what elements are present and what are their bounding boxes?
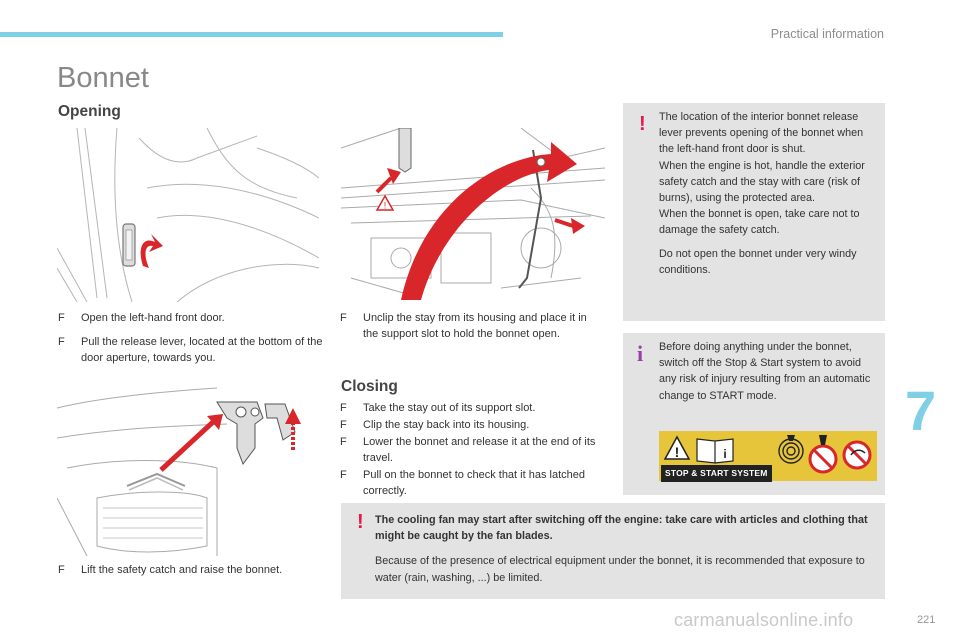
svg-text:i: i <box>723 447 727 461</box>
closing-heading: Closing <box>341 378 398 395</box>
info-box-stop-start <box>623 333 885 495</box>
svg-text:!: ! <box>674 444 680 460</box>
list-item: F Open the left-hand front door. <box>58 311 323 327</box>
header-accent-bar <box>0 32 503 37</box>
exclamation-icon: ! <box>357 511 364 533</box>
warning-box-interior-release <box>623 103 885 321</box>
opening-steps-right <box>340 311 600 351</box>
bullet-marker: F <box>58 335 65 348</box>
chapter-number: 7 <box>905 379 937 442</box>
list-item: F Take the stay out of its support slot. <box>340 401 602 417</box>
warning-text: Because of the presence of electrical equipment under the bonnet, it is recommended that exposure to water (rain, washing, ...) be limited. <box>375 555 865 584</box>
list-item: F Lower the bonnet and release it at the end of its travel. <box>340 435 596 464</box>
section-title: Practical information <box>770 27 884 41</box>
warning-box-cooling-fan <box>341 503 885 599</box>
warning-bold-text: The cooling fan may start after switching off the engine: take care with articles and clothing that might be caught by the fan blades. <box>375 514 868 543</box>
warning-paragraph: When the bonnet is open, take care not to damage the safety catch. <box>659 208 860 237</box>
list-item: F Pull the release lever, located at the bottom of the door aperture, towards you. <box>58 335 323 364</box>
bullet-marker: F <box>340 468 347 481</box>
page-title: Bonnet <box>57 62 149 94</box>
stop-start-label: STOP & START SYSTEM <box>661 465 772 482</box>
warning-paragraph: Do not open the bonnet under very windy conditions. <box>659 247 857 276</box>
bullet-marker: F <box>340 402 347 414</box>
list-item: F Clip the stay back into its housing. <box>340 418 602 434</box>
list-item: F Unclip the stay from its housing and place it in the support slot to hold the bonnet open. <box>340 312 587 340</box>
bullet-marker: F <box>340 312 347 324</box>
list-item: F Lift the safety catch and raise the bonnet. <box>58 563 323 579</box>
opening-step-bottom <box>58 563 323 587</box>
watermark: carmanualsonline.info <box>674 610 854 630</box>
list-item: F Pull on the bonnet to check that it has latched correctly. <box>340 468 585 497</box>
release-lever-illustration <box>57 128 319 302</box>
bullet-marker: F <box>340 418 347 431</box>
bullet-marker: F <box>340 435 347 448</box>
exclamation-icon: ! <box>639 113 646 135</box>
stop-start-pictogram <box>659 431 877 481</box>
closing-steps <box>340 401 602 501</box>
opening-steps-left <box>58 311 323 375</box>
warning-paragraph: When the engine is hot, handle the exterior safety catch and the stay with care (risk of burns), using the protected area. <box>659 159 865 204</box>
svg-text:!: ! <box>383 200 387 211</box>
bonnet-stay-illustration <box>341 128 605 302</box>
bullet-marker: F <box>58 564 65 576</box>
info-icon: i <box>637 341 644 366</box>
opening-heading: Opening <box>58 103 121 120</box>
info-paragraph: Before doing anything under the bonnet, switch off the Stop & Start system to avoid any risk of injury resulting from an automatic change to START mode. <box>659 341 871 402</box>
warning-paragraph: The location of the interior bonnet release lever prevents opening of the bonnet when the left-hand front door is shut. <box>659 111 864 156</box>
bullet-marker: F <box>58 312 65 324</box>
safety-catch-illustration <box>57 378 319 556</box>
page-number: 221 <box>917 614 936 626</box>
